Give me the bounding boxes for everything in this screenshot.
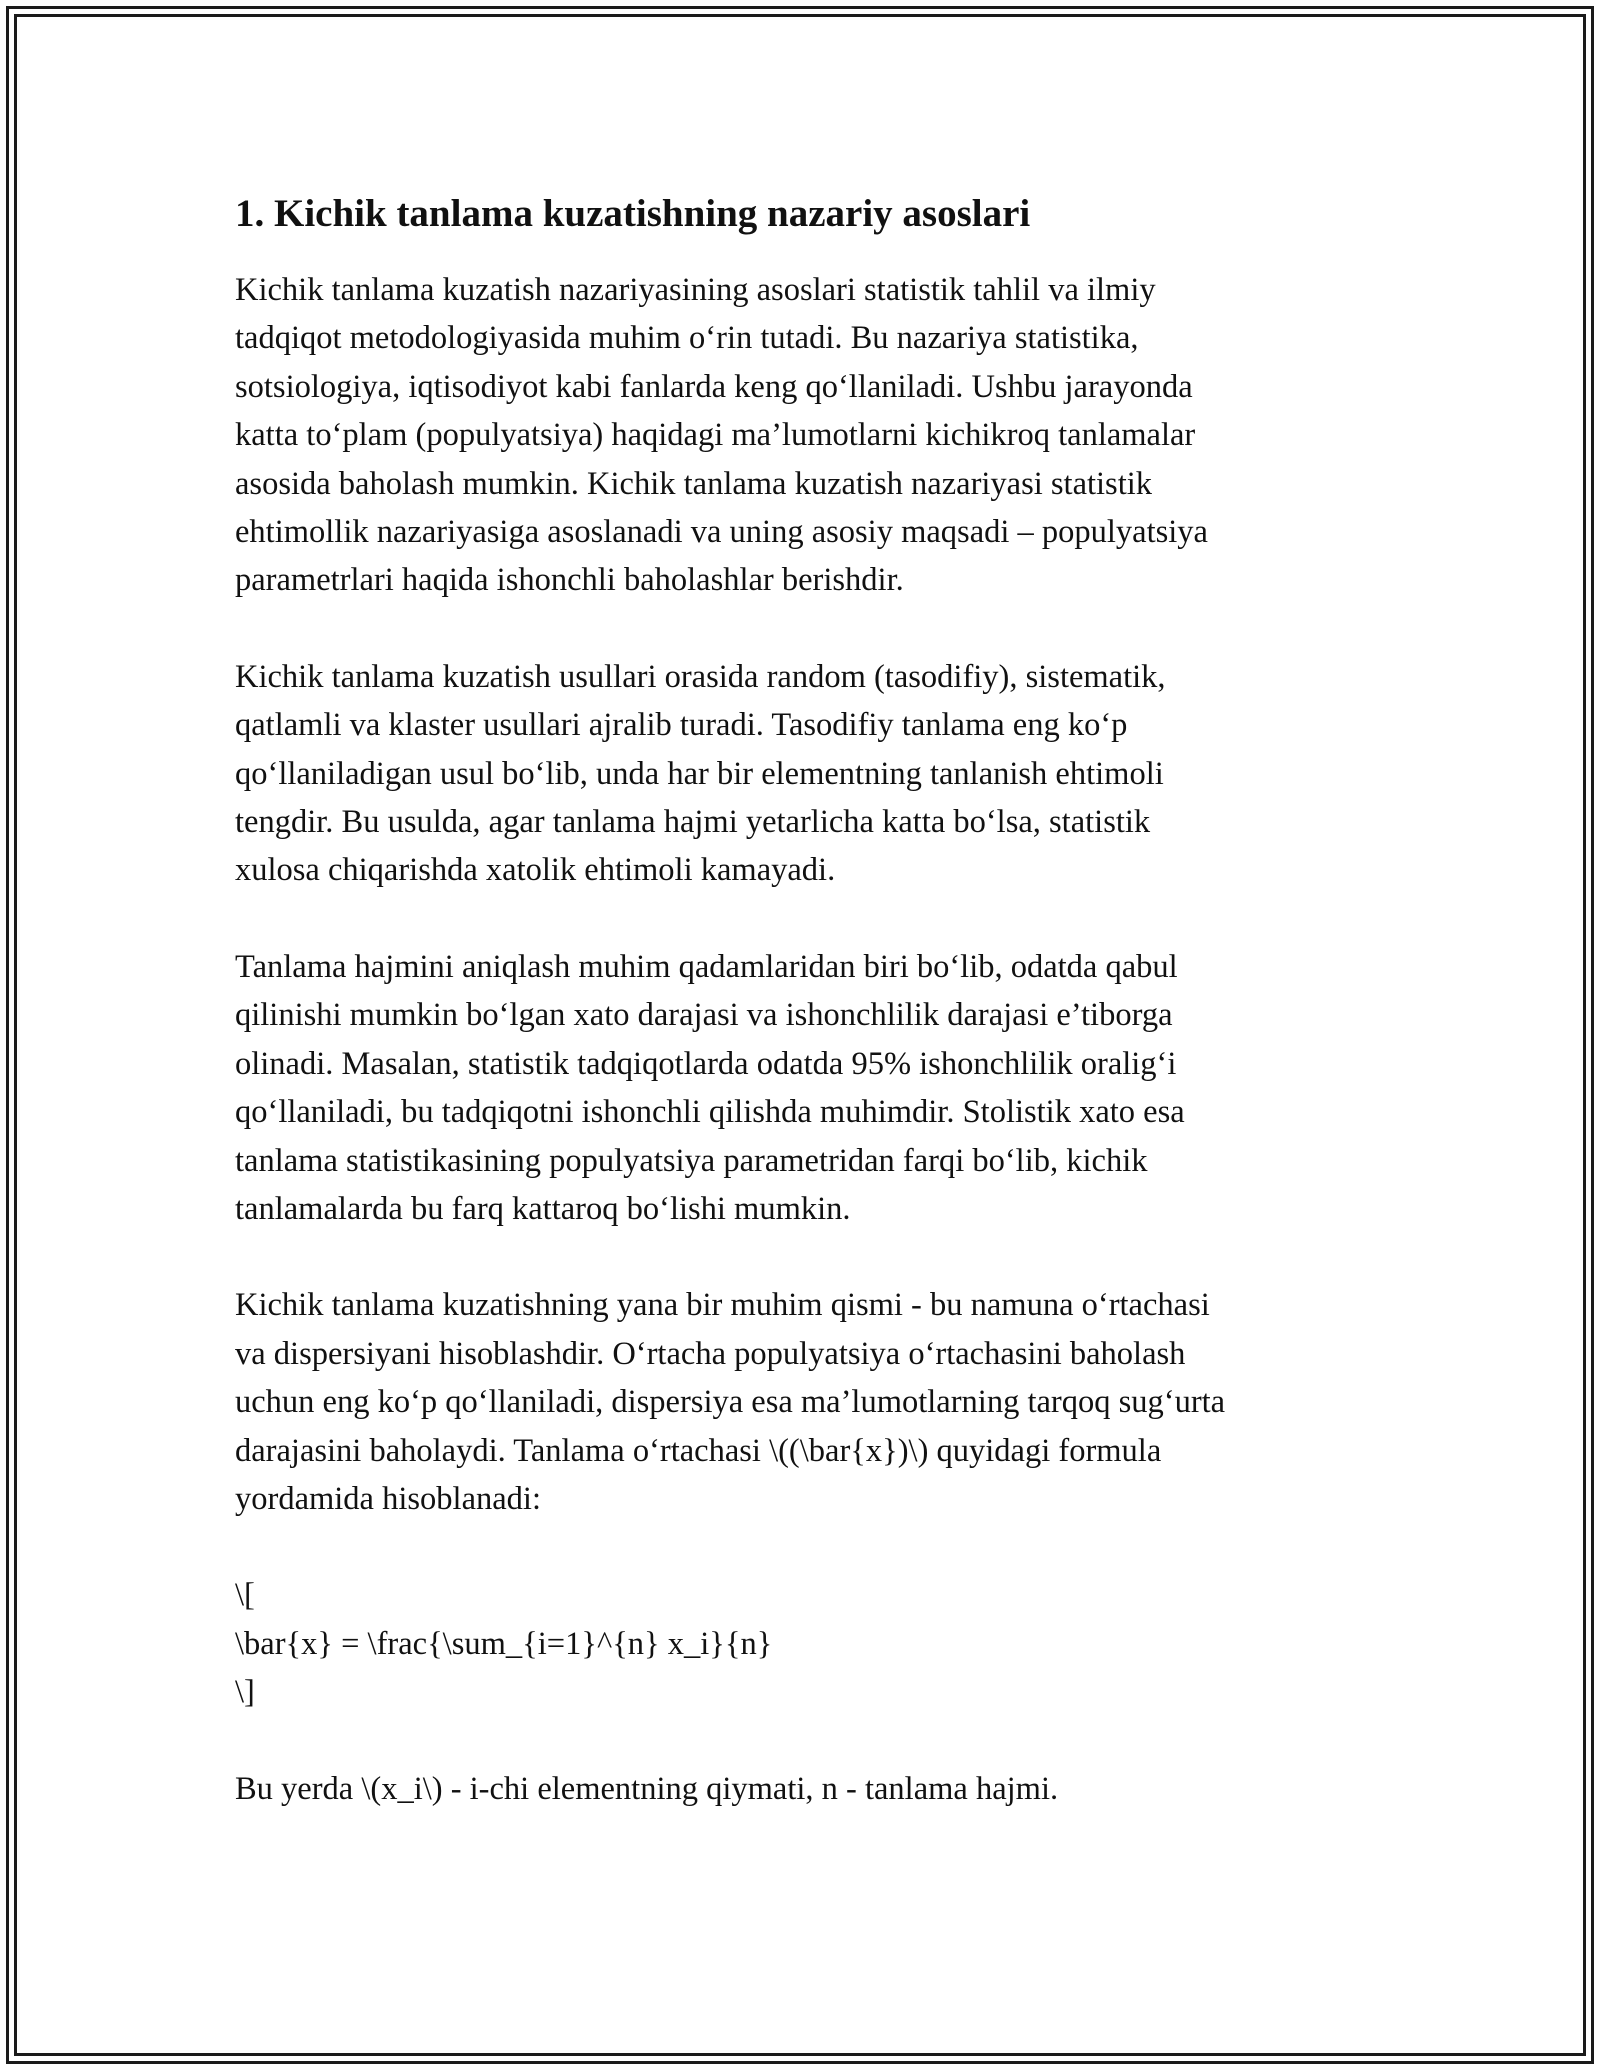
formula-open-delimiter: \[ <box>235 1577 255 1614</box>
text-line: ehtimollik nazariyasiga asoslanadi va uning asosiy maqsadi – populyatsiya <box>235 514 1208 551</box>
paragraph-sample-size <box>235 943 1365 1233</box>
mean-formula-block <box>235 1571 1365 1716</box>
text-line: xulosa chiqarishda xatolik ehtimoli kamayadi. <box>235 852 836 889</box>
text-line: qo‘llaniladi, bu tadqiqotni ishonchli qilishda muhimdir. Stolistik xato esa <box>235 1094 1185 1131</box>
text-line: katta to‘plam (populyatsiya) haqidagi ma’lumotlarni kichikroq tanlamalar <box>235 417 1196 454</box>
paragraph-theory-basics <box>235 266 1365 605</box>
text-line: asosida baholash mumkin. Kichik tanlama kuzatish nazariyasi statistik <box>235 465 1153 502</box>
paragraph-mean-variance <box>235 1281 1365 1523</box>
text-line: olinadi. Masalan, statistik tadqiqotlarda odatda 95% ishonchlilik oralig‘i <box>235 1045 1177 1082</box>
text-line: tanlamalarda bu farq kattaroq bo‘lishi mumkin. <box>235 1190 851 1227</box>
formula-expression: \bar{x} = \frac{\sum_{i=1}^{n} x_i}{n} <box>235 1625 773 1662</box>
text-line: Kichik tanlama kuzatish nazariyasining asoslari statistik tahlil va ilmiy <box>235 272 1156 308</box>
text-line: sotsiologiya, iqtisodiyot kabi fanlarda keng qo‘llaniladi. Ushbu jarayonda <box>235 368 1193 405</box>
text-line: qo‘llaniladigan usul bo‘lib, unda har bir elementning tanlanish ehtimoli <box>235 755 1164 792</box>
text-line: tengdir. Bu usulda, agar tanlama hajmi yetarlicha katta bo‘lsa, statistik <box>235 804 1151 841</box>
formula-close-delimiter: \] <box>235 1674 255 1711</box>
text-line: Tanlama hajmini aniqlash muhim qadamlaridan biri bo‘lib, odatda qabul <box>235 948 1178 985</box>
text-line: Bu yerda \(x_i\) - i-chi elementning qiymati, n - tanlama hajmi. <box>235 1770 1059 1807</box>
text-line: parametrlari haqida ishonchli baholashlar berishdir. <box>235 562 904 599</box>
section-heading: 1. Kichik tanlama kuzatishning nazariy asoslari <box>235 192 1031 235</box>
text-line: uchun eng ko‘p qo‘llaniladi, dispersiya esa ma’lumotlarning tarqoq sug‘urta <box>235 1384 1226 1421</box>
text-line: qilinishi mumkin bo‘lgan xato darajasi va ishonchlilik darajasi e’tiborga <box>235 997 1173 1034</box>
text-line: Kichik tanlama kuzatishning yana bir muhim qismi - bu namuna o‘rtachasi <box>235 1287 1210 1324</box>
text-line: tanlama statistikasining populyatsiya parametridan farqi bo‘lib, kichik <box>235 1142 1148 1179</box>
text-line: darajasini baholaydi. Tanlama o‘rtachasi \((\bar{x})\) quyidagi formula <box>235 1432 1162 1469</box>
text-line: tadqiqot metodologiyasida muhim o‘rin tutadi. Bu nazariya statistika, <box>235 320 1139 357</box>
text-line: qatlamli va klaster usullari ajralib turadi. Tasodifiy tanlama eng ko‘p <box>235 707 1128 744</box>
text-line: Kichik tanlama kuzatish usullari orasida random (tasodifiy), sistematik, <box>235 658 1166 695</box>
text-line: va dispersiyani hisoblashdir. O‘rtacha populyatsiya o‘rtachasini baholash <box>235 1335 1186 1372</box>
text-line: yordamida hisoblanadi: <box>235 1480 541 1517</box>
paragraph-sampling-methods <box>235 653 1365 895</box>
paragraph-closing-note <box>235 1765 1365 1813</box>
document-body <box>235 188 1365 1861</box>
